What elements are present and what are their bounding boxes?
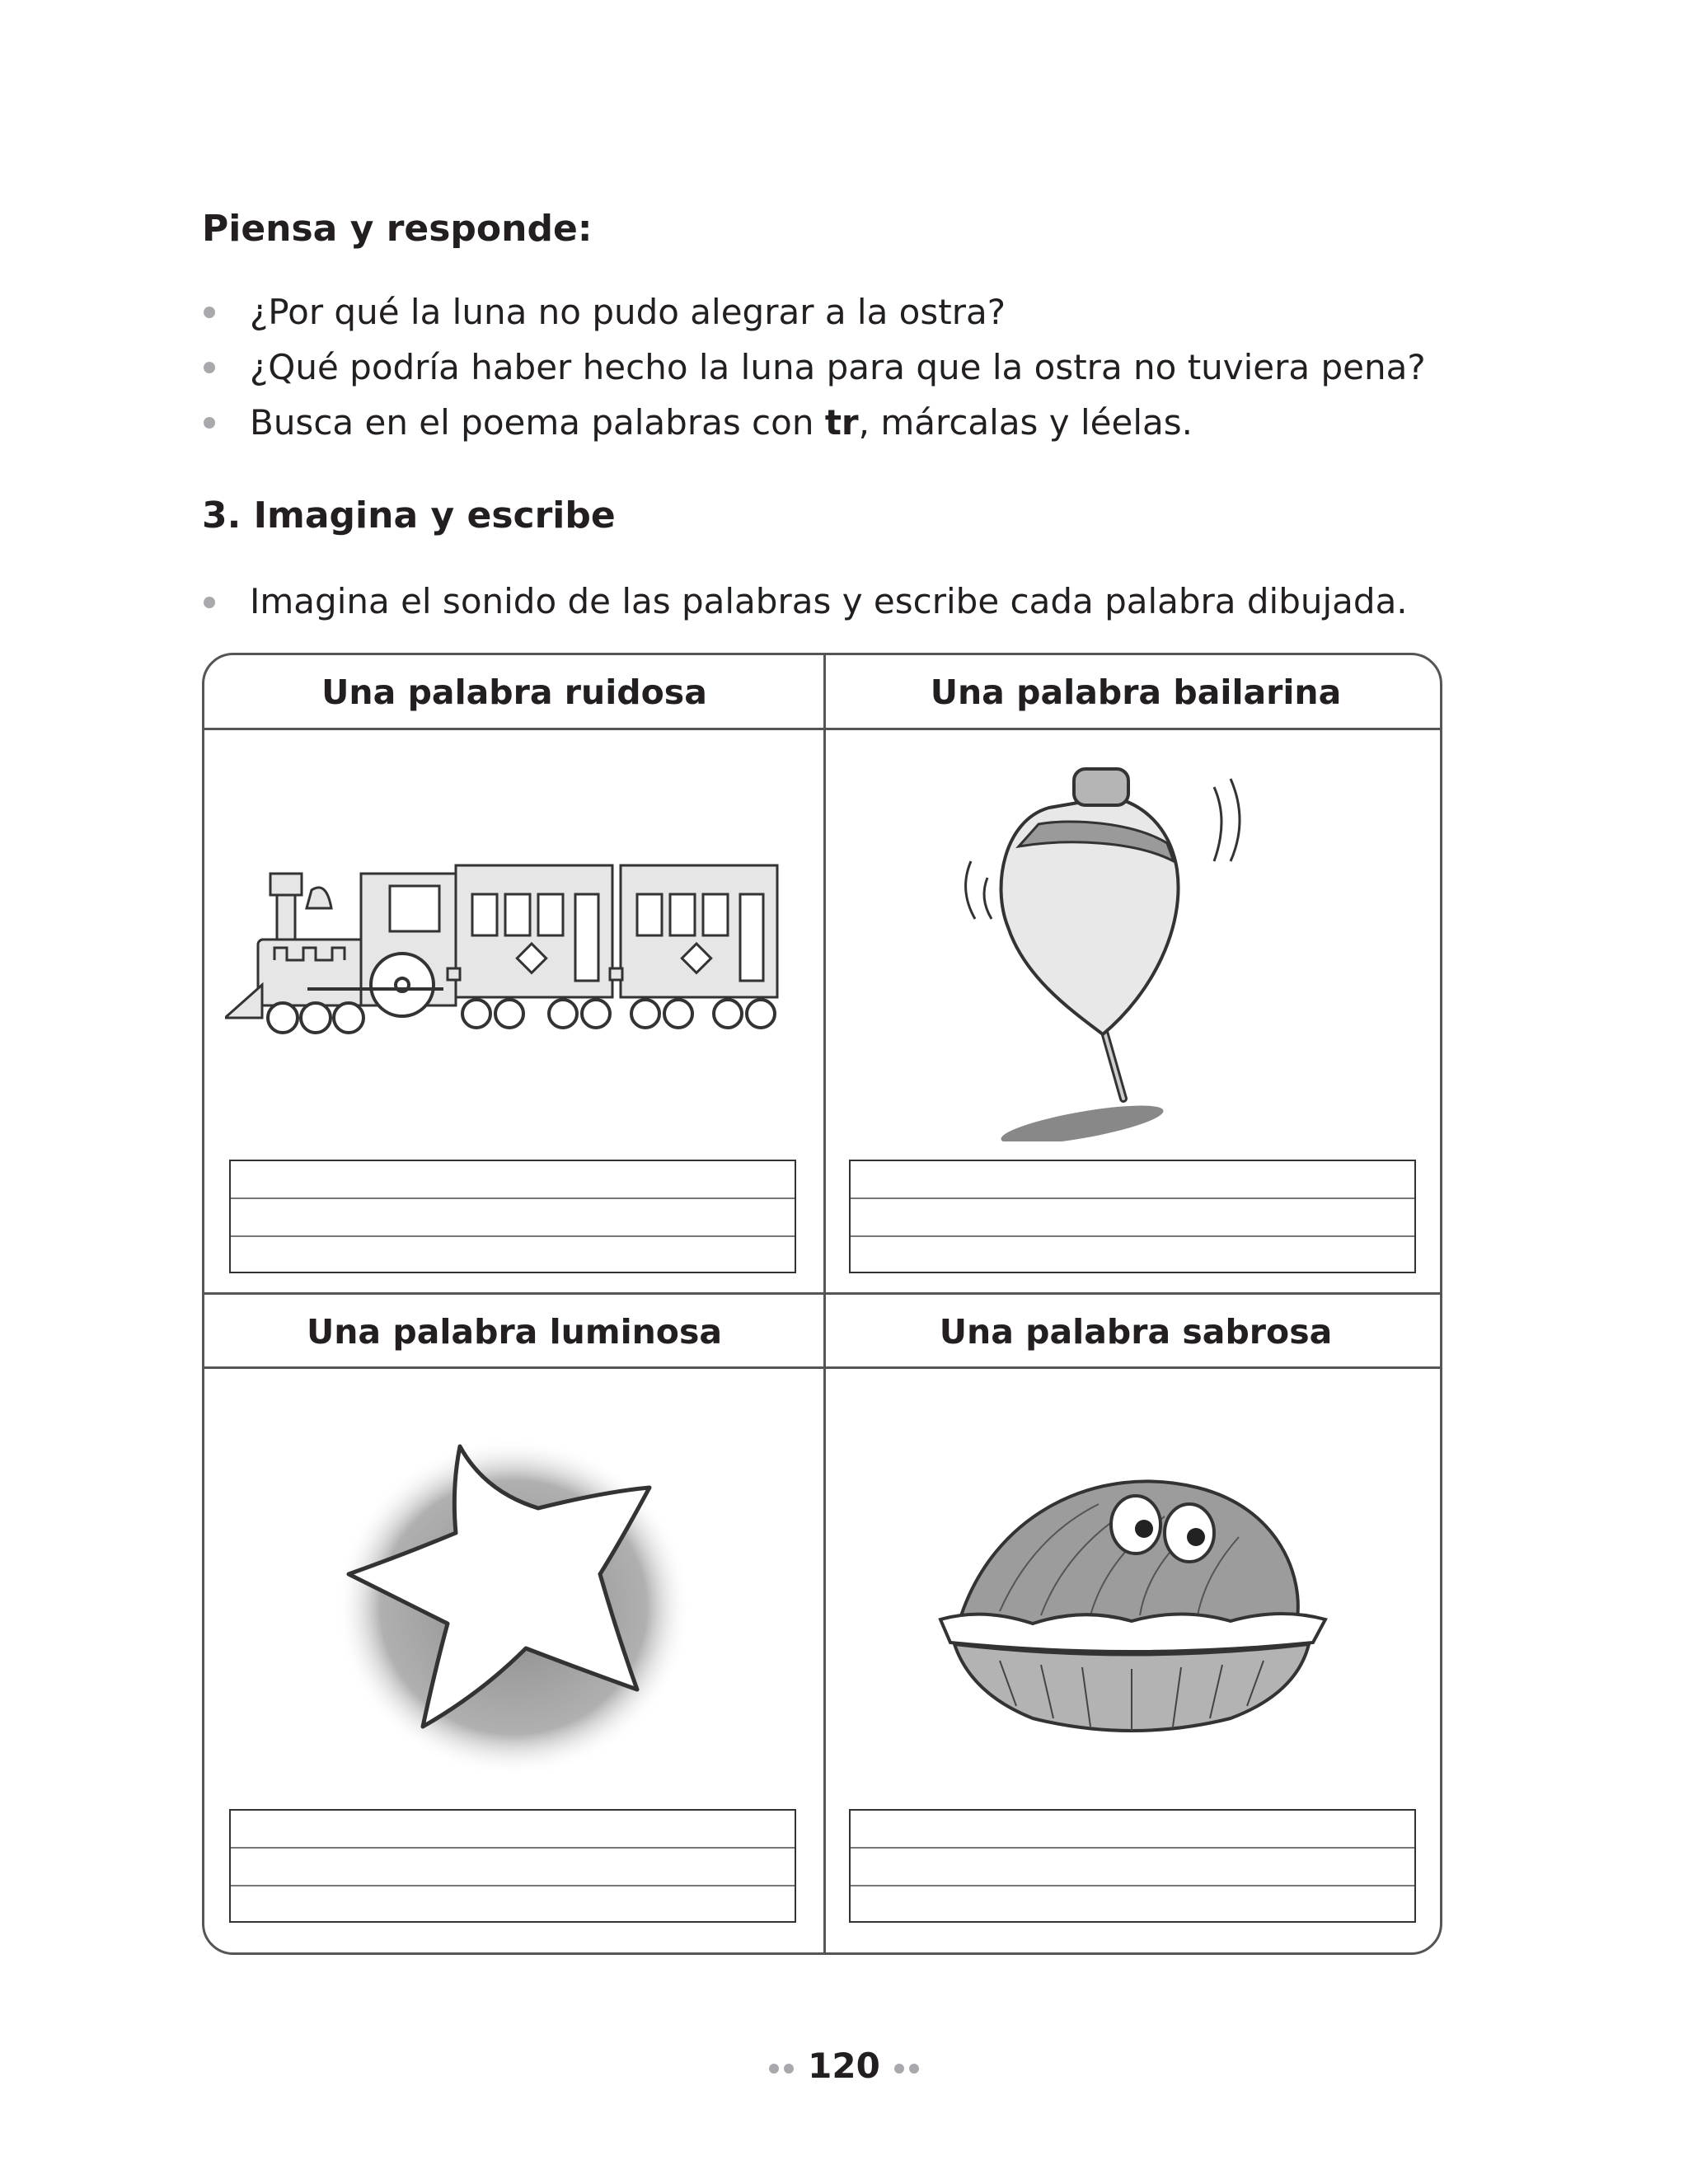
cell-title-tasty: Una palabra sabrosa: [939, 1312, 1333, 1352]
question-item: ¿Qué podría haber hecho la luna para que la ostra no tuviera pena?: [202, 340, 1426, 395]
oyster-illustration: [934, 1446, 1329, 1743]
writing-lines-luminous[interactable]: [229, 1809, 796, 1923]
question-item: ¿Por qué la luna no pudo alegrar a la ostra?: [202, 284, 1426, 340]
question-text: , márcalas y léelas.: [858, 402, 1193, 443]
star-illustration: [332, 1422, 695, 1784]
spinning-top-illustration: [946, 746, 1325, 1141]
think-title: Piensa y responde:: [202, 208, 593, 250]
page-number-footer: [0, 2046, 1688, 2086]
question-item: [202, 395, 1426, 450]
footer-dot: [784, 2064, 794, 2074]
cell-title-dancing: Una palabra bailarina: [930, 673, 1342, 712]
section-instruction: Imagina el sonido de las palabras y escribe cada palabra dibujada.: [202, 577, 1408, 626]
activity-grid: [202, 653, 1442, 1955]
writing-lines-tasty[interactable]: [849, 1809, 1416, 1923]
cell-title-luminous: Una palabra luminosa: [306, 1312, 723, 1352]
footer-dot: [769, 2064, 779, 2074]
footer-dot: [909, 2064, 919, 2074]
question-bold-text: tr: [824, 402, 859, 443]
cell-title-noisy: Una palabra ruidosa: [321, 673, 707, 712]
page-number: 120: [808, 2046, 880, 2086]
footer-dot: [894, 2064, 904, 2074]
writing-lines-noisy[interactable]: [229, 1160, 796, 1273]
question-text: Busca en el poema palabras con: [250, 402, 825, 443]
train-illustration: [225, 853, 794, 1043]
writing-lines-dancing[interactable]: [849, 1160, 1416, 1273]
question-list: [202, 284, 1426, 450]
section-title: 3. Imagina y escribe: [202, 494, 616, 537]
